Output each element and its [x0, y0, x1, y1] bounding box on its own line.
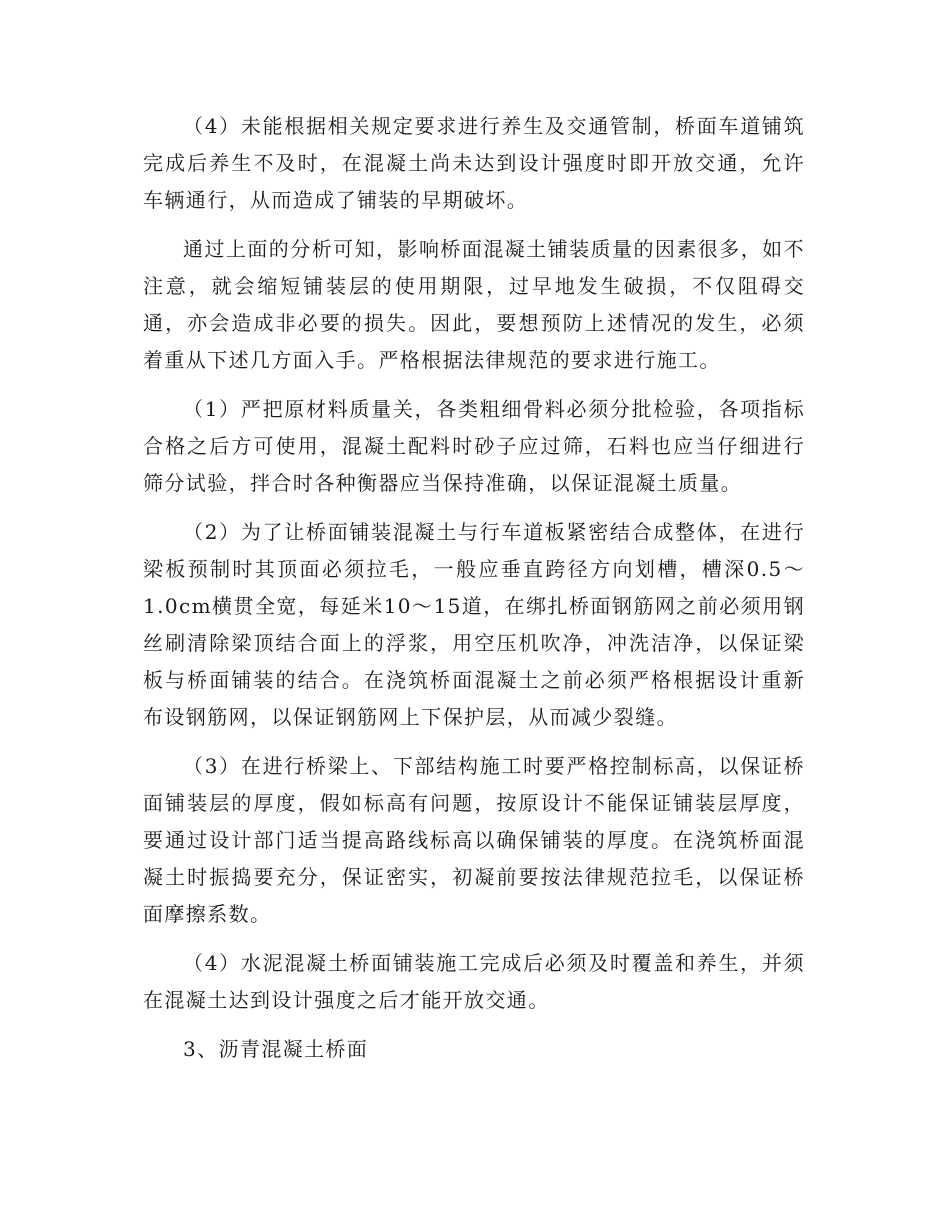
paragraph-curing-traffic: （4）未能根据相关规定要求进行养生及交通管制，桥面车道铺筑完成后养生不及时，在混凝土尚未达到设计强度时即开放交通，允许车辆通行，从而造成了铺装的早期破坏。 — [143, 114, 805, 212]
paragraph-slab-bonding: （2）为了让桥面铺装混凝土与行车道板紧密结合成整体，在进行梁板预制时其顶面必须拉毛，一般应垂直跨径方向划槽，槽深0.5～1.0cm横贯全宽，每延米10～15道，在绑扎桥面钢筋网之前必须用钢丝刷清除梁顶结合面上的浮浆，用空压机吹净，冲洗洁净，以保证梁板与桥面铺装的结合。在浇筑桥面混凝土之前必须严格根据设计重新布设钢筋网，以保证钢筋网上下保护层，从而减少裂缝。 — [143, 520, 805, 729]
paragraph-analysis-summary: 通过上面的分析可知，影响桥面混凝土铺装质量的因素很多，如不注意，就会缩短铺装层的使用期限，过早地发生破损，不仅阻碍交通，亦会造成非必要的损失。因此，要想预防上述情况的发生，必须着重从下述几方面入手。严格根据法律规范的要求进行施工。 — [143, 237, 805, 372]
paragraph-covering-curing: （4）水泥混凝土桥面铺装施工完成后必须及时覆盖和养生，并须在混凝土达到设计强度之后才能开放交通。 — [143, 951, 805, 1012]
paragraph-elevation-control: （3）在进行桥梁上、下部结构施工时要严格控制标高，以保证桥面铺装层的厚度，假如标高有问题，按原设计不能保证铺装层厚度，要通过设计部门适当提高路线标高以确保铺装的厚度。在浇筑桥面混凝土时振捣要充分，保证密实，初凝前要按法律规范拉毛，以保证桥面摩擦系数。 — [143, 754, 805, 926]
paragraph-raw-materials: （1）严把原材料质量关，各类粗细骨料必须分批检验，各项指标合格之后方可使用，混凝土配料时砂子应过筛，石料也应当仔细进行筛分试验，拌合时各种衡器应当保持准确，以保证混凝土质量。 — [143, 397, 805, 495]
section-heading-asphalt-deck: 3、沥青混凝土桥面 — [183, 1037, 369, 1061]
document-body — [143, 108, 805, 1080]
